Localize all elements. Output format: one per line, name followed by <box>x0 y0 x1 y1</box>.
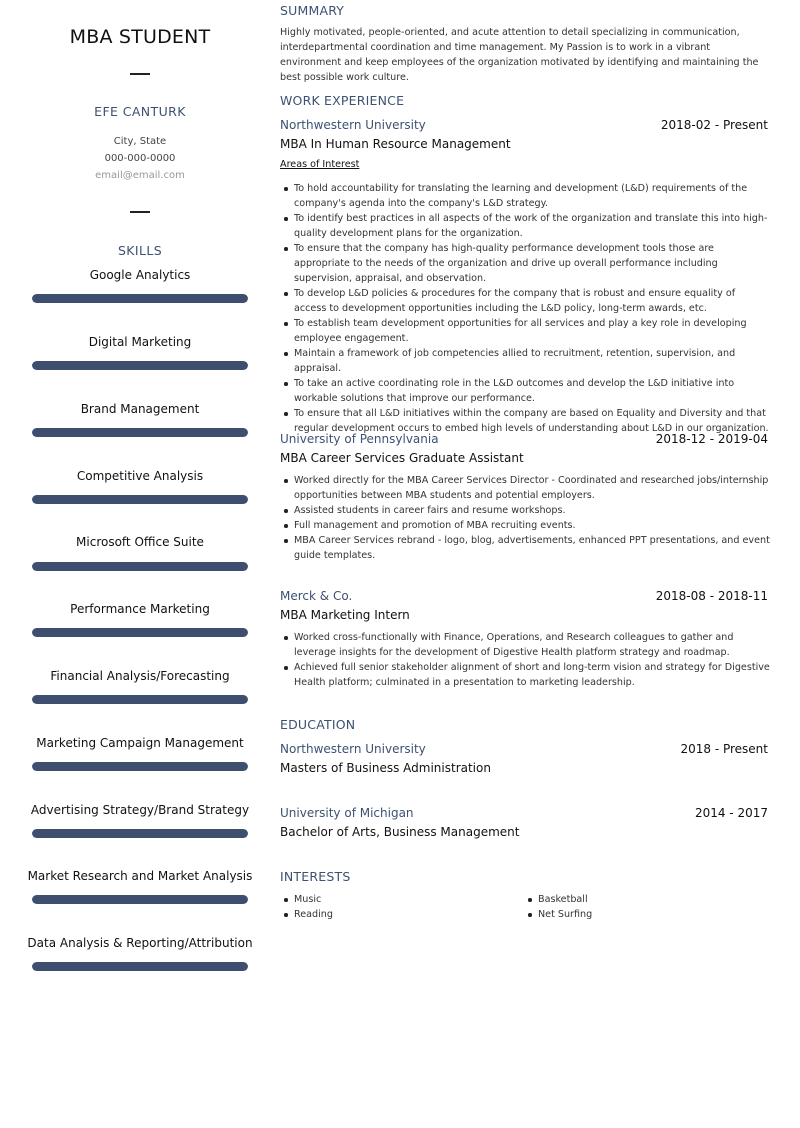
resume-title: MBA STUDENT <box>69 26 211 48</box>
skill-label: Market Research and Market Analysis <box>27 869 253 883</box>
skill-bar <box>32 361 248 370</box>
education-dates: 2018 - Present <box>680 742 768 756</box>
divider <box>130 73 150 75</box>
skill-label: Competitive Analysis <box>76 469 204 483</box>
skill-bar <box>32 695 248 704</box>
interests-heading: INTERESTS <box>280 869 351 884</box>
list-item: Music <box>294 892 494 907</box>
list-item: To take an active coordinating role in the L&D outcomes and develop the L&D initiative into workable solutions that improve our performance. <box>294 376 770 406</box>
interests-list <box>538 892 738 922</box>
degree-name: Masters of Business Administration <box>280 761 491 775</box>
email-link[interactable]: email@email.com <box>95 170 185 181</box>
job-bullets <box>294 630 770 690</box>
skill-level-fill <box>32 361 248 370</box>
skill-label: Brand Management <box>80 402 200 416</box>
list-item: To establish team development opportunities for all services and play a key role in developing employee engagement. <box>294 316 770 346</box>
summary-text: Highly motivated, people-oriented, and acute attention to detail specializing in communication, interdepartmental coordination and time management. My Passion is to work in a vibrant environment and keep employees of the organization motivated by identifying and maintaining the best possible work culture. <box>280 27 759 83</box>
interests-list <box>294 892 494 922</box>
list-item: Net Surfing <box>538 907 738 922</box>
phone-text: 000-000-0000 <box>104 153 176 164</box>
skill-bar <box>32 495 248 504</box>
skill-bar <box>32 762 248 771</box>
job-role: MBA Career Services Graduate Assistant <box>280 451 524 465</box>
skill-label: Financial Analysis/Forecasting <box>50 669 230 683</box>
job-role: MBA In Human Resource Management <box>280 137 511 151</box>
work-heading: WORK EXPERIENCE <box>280 93 405 108</box>
list-item: Achieved full senior stakeholder alignment of short and long-term vision and strategy for Digestive Health platform; culminated in a presentation to marketing leadership. <box>294 662 770 688</box>
skill-level-fill <box>32 495 248 504</box>
job-org: Northwestern University <box>280 118 426 132</box>
skill-label: Microsoft Office Suite <box>76 535 204 549</box>
list-item: Worked cross-functionally with Finance, Operations, and Research colleagues to gather and leverage insights for the development of Digestive Health platform strategy and roadmap. <box>294 630 770 660</box>
list-item: To ensure that the company has high-quality performance development tools those are appropriate to the needs of the organization and drive up overall performance including supervision, appraisal, and observation. <box>294 241 770 286</box>
list-item: To develop L&D policies & procedures for the company that is robust and ensure equality of access to development opportunities including the L&D policy, long-term awards, etc. <box>294 286 770 316</box>
list-item: Reading <box>294 907 494 922</box>
skill-label: Performance Marketing <box>70 602 210 616</box>
list-item: Maintain a framework of job competencies allied to recruitment, retention, supervision, and appraisal. <box>294 346 770 376</box>
candidate-name: EFE CANTURK <box>94 104 186 119</box>
degree-name: Bachelor of Arts, Business Management <box>280 825 520 839</box>
skill-label: Google Analytics <box>89 268 191 282</box>
skill-label: Advertising Strategy/Brand Strategy <box>30 803 250 817</box>
job-bullets <box>294 473 770 563</box>
skill-level-fill <box>32 829 248 838</box>
list-item: To ensure that all L&D initiatives within the company are based on Equality and Diversity and that regular development occurs to embed high levels of understanding about L&D in our organization. <box>294 408 769 434</box>
list-item: To hold accountability for translating the learning and development (L&D) requirements of the company's agenda into the company's L&D strategy. <box>294 181 770 211</box>
job-role: MBA Marketing Intern <box>280 608 410 622</box>
skill-bar <box>32 294 248 303</box>
education-heading: EDUCATION <box>280 717 356 732</box>
skill-bar <box>32 628 248 637</box>
education-dates: 2014 - 2017 <box>694 806 768 820</box>
job-org: Merck & Co. <box>280 589 353 603</box>
skill-level-fill <box>32 762 248 771</box>
job-dates: 2018-12 - 2019-04 <box>655 432 768 446</box>
list-item: Assisted students in career fairs and resume workshops. <box>294 503 770 518</box>
skill-bar <box>32 962 248 971</box>
job-dates: 2018-02 - Present <box>660 118 768 132</box>
skill-label: Digital Marketing <box>88 335 192 349</box>
list-item: Worked directly for the MBA Career Services Director - Coordinated and researched jobs/internship opportunities between MBA students and potential employers. <box>294 475 769 501</box>
areas-of-interest-label: Areas of Interest <box>280 159 360 170</box>
school-name: University of Michigan <box>280 806 414 820</box>
list-item: Full management and promotion of MBA recruiting events. <box>294 518 770 533</box>
skill-bar <box>32 895 248 904</box>
skill-bar <box>32 428 248 437</box>
divider <box>130 211 150 213</box>
list-item: Basketball <box>538 892 738 907</box>
school-name: Northwestern University <box>280 742 426 756</box>
list-item: MBA Career Services rebrand - logo, blog, advertisements, enhanced PPT presentations, and event guide templates. <box>294 535 770 561</box>
job-bullets <box>294 181 770 436</box>
skill-bar <box>32 829 248 838</box>
summary-heading: SUMMARY <box>280 3 345 18</box>
sidebar <box>0 0 280 1128</box>
job-dates: 2018-08 - 2018-11 <box>655 589 768 603</box>
skill-level-fill <box>32 294 248 303</box>
list-item: To identify best practices in all aspects of the work of the organization and translate this into high-quality development plans for the organization. <box>294 211 770 241</box>
skill-label: Marketing Campaign Management <box>36 736 244 750</box>
skill-level-fill <box>32 695 248 704</box>
skill-level-fill <box>32 962 248 971</box>
skill-level-fill <box>32 628 248 637</box>
job-org: University of Pennsylvania <box>280 432 439 446</box>
skill-level-fill <box>32 895 248 904</box>
skill-bar <box>32 562 248 571</box>
skills-heading: SKILLS <box>117 243 163 258</box>
skill-label: Data Analysis & Reporting/Attribution <box>27 936 253 950</box>
location-text: City, State <box>113 136 167 147</box>
skill-level-fill <box>32 428 248 437</box>
skill-level-fill <box>32 562 248 571</box>
